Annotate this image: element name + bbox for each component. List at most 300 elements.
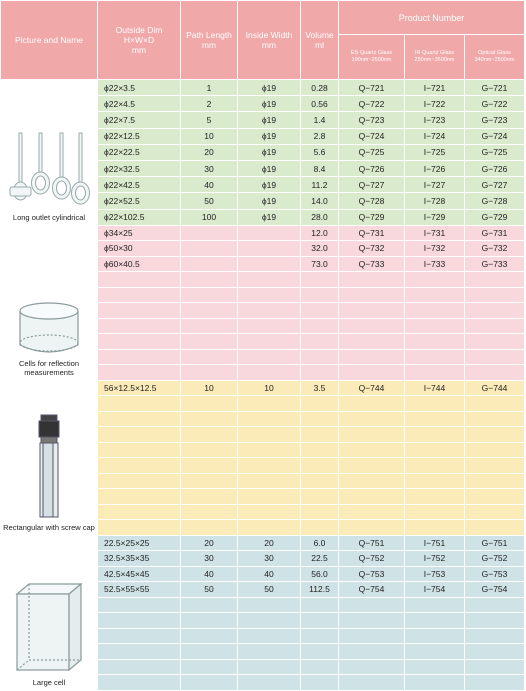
ir-quartz-cell	[405, 458, 465, 474]
volume-cell: 28.0	[301, 209, 339, 225]
outside-dim-cell	[98, 272, 181, 288]
es-quartz-cell	[339, 349, 405, 365]
path-length-cell	[181, 411, 238, 427]
header-es-quartz	[339, 35, 405, 80]
inside-width-cell	[238, 349, 301, 365]
inside-width-cell	[238, 659, 301, 675]
optical-glass-cell: G−721	[465, 80, 525, 96]
outside-dim-cell	[98, 489, 181, 505]
volume-cell	[301, 272, 339, 288]
outside-dim-cell: ϕ22×22.5	[98, 144, 181, 160]
optical-glass-cell: G−732	[465, 241, 525, 257]
inside-width-cell	[238, 287, 301, 303]
volume-cell	[301, 644, 339, 660]
path-length-cell: 2	[181, 96, 238, 112]
ir-quartz-cell	[405, 442, 465, 458]
header-volume	[301, 1, 339, 80]
outside-dim-cell: 42.5×45×45	[98, 566, 181, 582]
es-quartz-cell: Q−723	[339, 112, 405, 128]
optical-glass-cell: G−726	[465, 160, 525, 176]
es-quartz-cell	[339, 287, 405, 303]
table-row	[1, 225, 525, 241]
outside-dim-cell: 56×12.5×12.5	[98, 380, 181, 396]
es-quartz-cell	[339, 597, 405, 613]
inside-width-cell: ϕ19	[238, 80, 301, 96]
volume-cell: 0.28	[301, 80, 339, 96]
product-picture-cell	[1, 225, 98, 380]
inside-width-cell	[238, 613, 301, 629]
ir-quartz-cell: I−754	[405, 582, 465, 598]
volume-cell	[301, 303, 339, 319]
header-picture-and-name: Picture and Name	[1, 1, 98, 80]
screw-cap-cuvette-image	[1, 413, 97, 523]
outside-dim-cell	[98, 365, 181, 381]
ir-quartz-cell: I−752	[405, 551, 465, 567]
optical-glass-cell	[465, 303, 525, 319]
optical-glass-cell	[465, 489, 525, 505]
inside-width-cell	[238, 411, 301, 427]
es-quartz-cell	[339, 489, 405, 505]
outside-dim-cell	[98, 613, 181, 629]
inside-width-cell: 40	[238, 566, 301, 582]
optical-glass-cell: G−728	[465, 193, 525, 209]
table-row	[1, 380, 525, 396]
optical-glass-cell	[465, 365, 525, 381]
optical-glass-cell: G−725	[465, 144, 525, 160]
volume-cell	[301, 504, 339, 520]
product-name: Rectangular with screw cap	[3, 522, 95, 532]
optical-glass-cell	[465, 334, 525, 350]
ir-quartz-cell	[405, 504, 465, 520]
ir-quartz-cell	[405, 597, 465, 613]
path-length-cell	[181, 597, 238, 613]
header-outside-dim-line1: Outside Dim	[115, 25, 163, 35]
optical-glass-cell	[465, 613, 525, 629]
optical-glass-cell: G−723	[465, 112, 525, 128]
es-quartz-cell	[339, 303, 405, 319]
es-quartz-cell: Q−726	[339, 160, 405, 176]
ir-quartz-cell: I−721	[405, 80, 465, 96]
path-length-cell	[181, 489, 238, 505]
path-length-cell	[181, 349, 238, 365]
es-quartz-cell: Q−724	[339, 128, 405, 144]
volume-cell	[301, 675, 339, 691]
optical-glass-cell: G−729	[465, 209, 525, 225]
optical-glass-cell	[465, 520, 525, 536]
path-length-cell	[181, 318, 238, 334]
header-inside-width	[238, 1, 301, 80]
outside-dim-cell: ϕ22×3.5	[98, 80, 181, 96]
ir-quartz-cell	[405, 520, 465, 536]
volume-cell	[301, 396, 339, 412]
ir-quartz-cell	[405, 644, 465, 660]
es-quartz-cell	[339, 318, 405, 334]
inside-width-cell: ϕ19	[238, 128, 301, 144]
header-inside-width-line1: Inside Width	[245, 30, 293, 40]
volume-cell	[301, 473, 339, 489]
outside-dim-cell	[98, 442, 181, 458]
outside-dim-cell	[98, 504, 181, 520]
ir-quartz-cell: I−725	[405, 144, 465, 160]
es-quartz-cell	[339, 628, 405, 644]
optical-glass-cell: G−731	[465, 225, 525, 241]
outside-dim-cell: 32.5×35×35	[98, 551, 181, 567]
ir-quartz-cell: I−729	[405, 209, 465, 225]
volume-cell	[301, 442, 339, 458]
optical-glass-cell	[465, 318, 525, 334]
outside-dim-cell: ϕ22×4.5	[98, 96, 181, 112]
optical-glass-cell	[465, 659, 525, 675]
volume-cell: 0.56	[301, 96, 339, 112]
es-quartz-cell: Q−732	[339, 241, 405, 257]
ir-quartz-cell	[405, 272, 465, 288]
optical-glass-cell	[465, 473, 525, 489]
optical-glass-cell	[465, 628, 525, 644]
ir-quartz-cell	[405, 473, 465, 489]
inside-width-cell	[238, 427, 301, 443]
ir-quartz-cell	[405, 303, 465, 319]
header-path-length-line2: mm	[201, 40, 217, 50]
volume-cell	[301, 520, 339, 536]
outside-dim-cell	[98, 659, 181, 675]
es-quartz-cell	[339, 473, 405, 489]
ir-quartz-cell: I−753	[405, 566, 465, 582]
inside-width-cell	[238, 303, 301, 319]
inside-width-cell	[238, 396, 301, 412]
inside-width-cell: ϕ19	[238, 144, 301, 160]
optical-glass-cell: G−724	[465, 128, 525, 144]
optical-glass-cell	[465, 396, 525, 412]
ir-quartz-cell: I−723	[405, 112, 465, 128]
volume-cell: 112.5	[301, 582, 339, 598]
inside-width-cell: 30	[238, 551, 301, 567]
ir-quartz-cell: I−728	[405, 193, 465, 209]
table-row	[1, 80, 525, 96]
inside-width-cell: 50	[238, 582, 301, 598]
volume-cell	[301, 613, 339, 629]
optical-glass-cell: G−754	[465, 582, 525, 598]
es-quartz-cell	[339, 458, 405, 474]
outside-dim-cell	[98, 287, 181, 303]
es-quartz-cell	[339, 272, 405, 288]
inside-width-cell	[238, 365, 301, 381]
outside-dim-cell	[98, 303, 181, 319]
inside-width-cell: 10	[238, 380, 301, 396]
path-length-cell	[181, 659, 238, 675]
ir-quartz-cell	[405, 349, 465, 365]
volume-cell	[301, 411, 339, 427]
volume-cell	[301, 659, 339, 675]
es-quartz-cell: Q−727	[339, 177, 405, 193]
es-quartz-cell	[339, 427, 405, 443]
path-length-cell: 40	[181, 566, 238, 582]
header-inside-width-line2: mm	[261, 40, 277, 50]
es-quartz-cell: Q−722	[339, 96, 405, 112]
outside-dim-cell	[98, 597, 181, 613]
optical-glass-cell	[465, 349, 525, 365]
optical-glass-cell	[465, 504, 525, 520]
path-length-cell	[181, 272, 238, 288]
path-length-cell: 100	[181, 209, 238, 225]
inside-width-cell: ϕ19	[238, 193, 301, 209]
es-quartz-cell: Q−728	[339, 193, 405, 209]
header-product-number: Product Number	[339, 1, 525, 35]
outside-dim-cell: ϕ22×32.5	[98, 160, 181, 176]
outside-dim-cell: ϕ22×12.5	[98, 128, 181, 144]
path-length-cell	[181, 458, 238, 474]
optical-glass-cell: G−753	[465, 566, 525, 582]
outside-dim-cell: 22.5×25×25	[98, 535, 181, 551]
outside-dim-cell: ϕ34×25	[98, 225, 181, 241]
outside-dim-cell: 52.5×55×55	[98, 582, 181, 598]
outside-dim-cell: ϕ50×30	[98, 241, 181, 257]
inside-width-cell	[238, 225, 301, 241]
header-path-length	[181, 1, 238, 80]
path-length-cell: 30	[181, 551, 238, 567]
path-length-cell	[181, 628, 238, 644]
es-quartz-cell	[339, 613, 405, 629]
optical-glass-cell	[465, 272, 525, 288]
path-length-cell: 10	[181, 128, 238, 144]
optical-glass-cell: G−744	[465, 380, 525, 396]
optical-glass-cell: G−751	[465, 535, 525, 551]
ir-quartz-cell	[405, 411, 465, 427]
header-outside-dim-line2: H×W×D	[123, 35, 155, 45]
es-quartz-cell: Q−752	[339, 551, 405, 567]
large-cell-image	[1, 578, 97, 678]
path-length-cell	[181, 365, 238, 381]
volume-cell	[301, 318, 339, 334]
path-length-cell: 20	[181, 535, 238, 551]
path-length-cell	[181, 303, 238, 319]
inside-width-cell: ϕ19	[238, 160, 301, 176]
ir-quartz-cell	[405, 489, 465, 505]
outside-dim-cell: ϕ22×42.5	[98, 177, 181, 193]
header-volume-line2: ml	[315, 40, 324, 50]
outside-dim-cell: ϕ22×7.5	[98, 112, 181, 128]
ir-quartz-cell: I−733	[405, 256, 465, 272]
reflection-cell-image	[1, 299, 97, 359]
inside-width-cell	[238, 628, 301, 644]
inside-width-cell: 20	[238, 535, 301, 551]
path-length-cell: 5	[181, 112, 238, 128]
ir-quartz-cell	[405, 365, 465, 381]
outside-dim-cell	[98, 427, 181, 443]
outside-dim-cell	[98, 396, 181, 412]
optical-glass-cell	[465, 597, 525, 613]
path-length-cell	[181, 504, 238, 520]
path-length-cell	[181, 287, 238, 303]
volume-cell	[301, 427, 339, 443]
path-length-cell	[181, 225, 238, 241]
inside-width-cell	[238, 489, 301, 505]
es-quartz-cell	[339, 442, 405, 458]
product-name: Cells for reflection measurements	[18, 358, 80, 377]
volume-cell: 1.4	[301, 112, 339, 128]
es-quartz-cell	[339, 411, 405, 427]
es-quartz-cell: Q−721	[339, 80, 405, 96]
es-quartz-cell	[339, 504, 405, 520]
path-length-cell: 20	[181, 144, 238, 160]
volume-cell	[301, 628, 339, 644]
optical-glass-cell	[465, 287, 525, 303]
volume-cell: 73.0	[301, 256, 339, 272]
outside-dim-cell	[98, 644, 181, 660]
path-length-cell: 50	[181, 193, 238, 209]
es-quartz-cell	[339, 520, 405, 536]
volume-cell: 3.5	[301, 380, 339, 396]
path-length-cell	[181, 396, 238, 412]
volume-cell	[301, 365, 339, 381]
optical-glass-cell: G−733	[465, 256, 525, 272]
path-length-cell	[181, 256, 238, 272]
path-length-cell	[181, 334, 238, 350]
es-quartz-cell	[339, 659, 405, 675]
outside-dim-cell: ϕ22×102.5	[98, 209, 181, 225]
inside-width-cell: ϕ19	[238, 177, 301, 193]
path-length-cell: 40	[181, 177, 238, 193]
path-length-cell	[181, 473, 238, 489]
optical-glass-cell	[465, 442, 525, 458]
header-volume-line1: Volume	[305, 30, 334, 40]
optical-glass-cell	[465, 411, 525, 427]
ir-quartz-cell	[405, 287, 465, 303]
es-quartz-cell	[339, 675, 405, 691]
es-quartz-cell: Q−731	[339, 225, 405, 241]
header-es-quartz-line1: ES Quartz Glass	[351, 50, 392, 56]
inside-width-cell: ϕ19	[238, 112, 301, 128]
inside-width-cell	[238, 473, 301, 489]
path-length-cell	[181, 427, 238, 443]
outside-dim-cell	[98, 628, 181, 644]
table-body	[1, 80, 525, 691]
path-length-cell: 1	[181, 80, 238, 96]
ir-quartz-cell	[405, 675, 465, 691]
inside-width-cell	[238, 442, 301, 458]
volume-cell: 32.0	[301, 241, 339, 257]
volume-cell	[301, 349, 339, 365]
header-outside-dim	[98, 1, 181, 80]
volume-cell: 11.2	[301, 177, 339, 193]
ir-quartz-cell: I−744	[405, 380, 465, 396]
ir-quartz-cell	[405, 334, 465, 350]
inside-width-cell	[238, 520, 301, 536]
header-optical-glass-line2: 340nm~2500nm	[474, 57, 515, 63]
optical-glass-cell	[465, 644, 525, 660]
volume-cell	[301, 489, 339, 505]
inside-width-cell: ϕ19	[238, 209, 301, 225]
ir-quartz-cell: I−727	[405, 177, 465, 193]
es-quartz-cell: Q−729	[339, 209, 405, 225]
path-length-cell	[181, 613, 238, 629]
volume-cell	[301, 287, 339, 303]
product-picture-cell	[1, 380, 98, 535]
optical-glass-cell: G−752	[465, 551, 525, 567]
ir-quartz-cell: I−726	[405, 160, 465, 176]
header-optical-glass-line1: Optical Glass	[478, 50, 511, 56]
ir-quartz-cell	[405, 659, 465, 675]
header-ir-quartz-line2: 250nm~3500nm	[414, 57, 455, 63]
volume-cell: 56.0	[301, 566, 339, 582]
outside-dim-cell: ϕ60×40.5	[98, 256, 181, 272]
path-length-cell	[181, 644, 238, 660]
es-quartz-cell: Q−753	[339, 566, 405, 582]
inside-width-cell	[238, 272, 301, 288]
outside-dim-cell	[98, 473, 181, 489]
ir-quartz-cell: I−732	[405, 241, 465, 257]
product-picture-cell	[1, 535, 98, 690]
header-ir-quartz-line1: IR Quartz Glass	[414, 50, 455, 56]
path-length-cell	[181, 241, 238, 257]
inside-width-cell	[238, 644, 301, 660]
ir-quartz-cell	[405, 628, 465, 644]
volume-cell: 6.0	[301, 535, 339, 551]
path-length-cell	[181, 675, 238, 691]
table-row	[1, 535, 525, 551]
header-outside-dim-line3: mm	[131, 45, 147, 55]
es-quartz-cell	[339, 365, 405, 381]
ir-quartz-cell	[405, 613, 465, 629]
path-length-cell: 30	[181, 160, 238, 176]
product-name: Long outlet cylindrical	[12, 212, 86, 222]
ir-quartz-cell: I−731	[405, 225, 465, 241]
product-picture-cell	[1, 80, 98, 226]
ir-quartz-cell: I−722	[405, 96, 465, 112]
volume-cell: 8.4	[301, 160, 339, 176]
long-outlet-cylindrical-cells-image	[1, 131, 97, 213]
ir-quartz-cell	[405, 427, 465, 443]
outside-dim-cell	[98, 675, 181, 691]
inside-width-cell	[238, 256, 301, 272]
header-ir-quartz	[405, 35, 465, 80]
inside-width-cell	[238, 241, 301, 257]
inside-width-cell	[238, 318, 301, 334]
inside-width-cell	[238, 334, 301, 350]
es-quartz-cell: Q−725	[339, 144, 405, 160]
inside-width-cell	[238, 597, 301, 613]
path-length-cell	[181, 442, 238, 458]
outside-dim-cell	[98, 318, 181, 334]
inside-width-cell: ϕ19	[238, 96, 301, 112]
es-quartz-cell: Q−733	[339, 256, 405, 272]
ir-quartz-cell: I−751	[405, 535, 465, 551]
outside-dim-cell	[98, 411, 181, 427]
volume-cell	[301, 597, 339, 613]
inside-width-cell	[238, 675, 301, 691]
header-optical-glass	[465, 35, 525, 80]
header-path-length-line1: Path Length	[186, 30, 232, 40]
optical-glass-cell	[465, 458, 525, 474]
path-length-cell: 10	[181, 380, 238, 396]
optical-glass-cell	[465, 675, 525, 691]
path-length-cell: 50	[181, 582, 238, 598]
inside-width-cell	[238, 458, 301, 474]
volume-cell: 5.6	[301, 144, 339, 160]
product-name: Large cell	[32, 677, 66, 687]
volume-cell: 14.0	[301, 193, 339, 209]
es-quartz-cell: Q−754	[339, 582, 405, 598]
outside-dim-cell: ϕ22×52.5	[98, 193, 181, 209]
es-quartz-cell	[339, 396, 405, 412]
outside-dim-cell	[98, 334, 181, 350]
volume-cell	[301, 458, 339, 474]
outside-dim-cell	[98, 520, 181, 536]
es-quartz-cell: Q−751	[339, 535, 405, 551]
ir-quartz-cell	[405, 396, 465, 412]
volume-cell	[301, 334, 339, 350]
es-quartz-cell	[339, 334, 405, 350]
ir-quartz-cell	[405, 318, 465, 334]
